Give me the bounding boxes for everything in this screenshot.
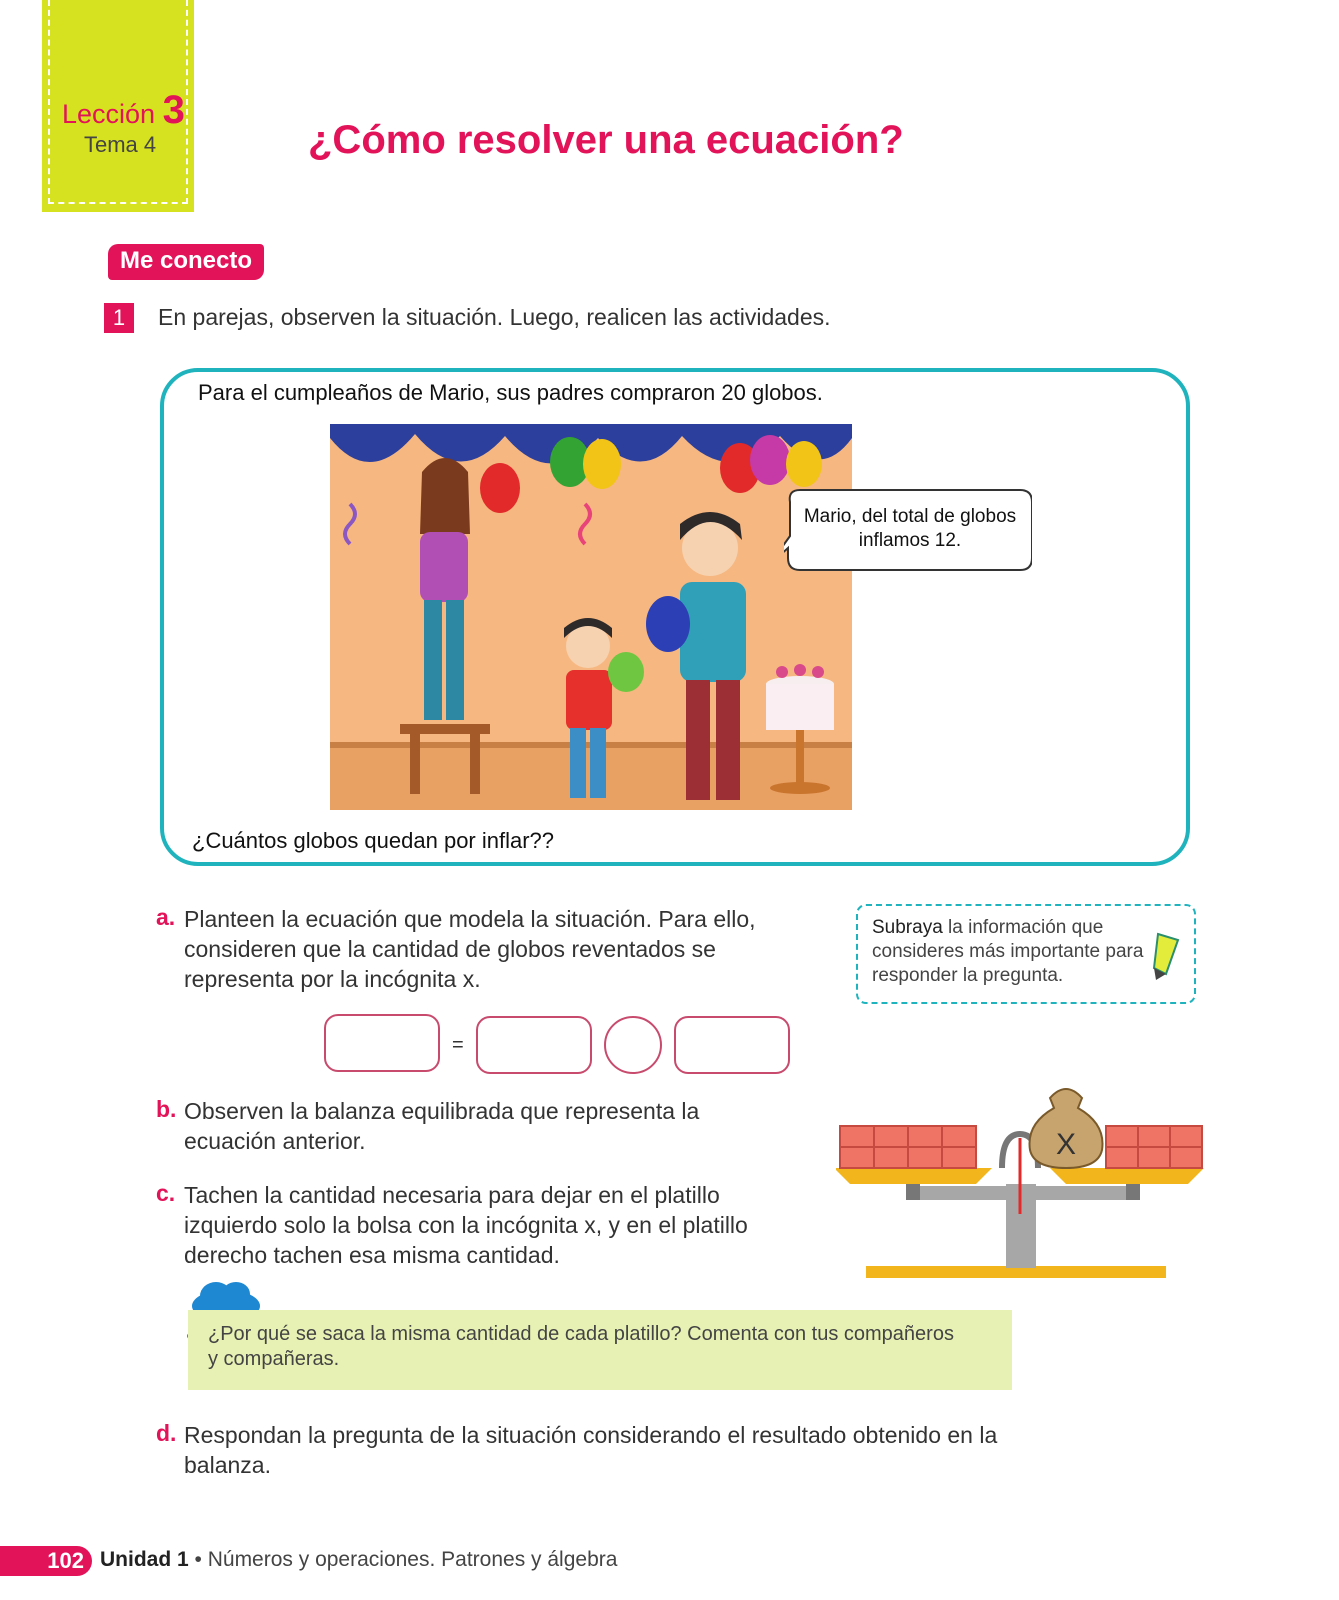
footer-separator: • (188, 1548, 208, 1571)
page-number: 102 (0, 1546, 92, 1576)
bag-label: X (1055, 1128, 1077, 1161)
footer-unit: Unidad 1 (100, 1548, 189, 1571)
equation-box-right-2[interactable] (674, 1016, 790, 1074)
activity-instruction: En parejas, observen la situación. Luego, realicen las actividades. (158, 304, 831, 330)
item-d-letter: d. (156, 1420, 177, 1446)
item-c-letter: c. (156, 1180, 176, 1206)
party-illustration (330, 424, 852, 810)
pencil-icon (1148, 930, 1182, 982)
item-b-letter: b. (156, 1096, 177, 1122)
lesson-label-text: Lección (62, 99, 156, 129)
situation-question: ¿Cuántos globos quedan por inflar?? (192, 828, 555, 853)
footer-subject: Números y operaciones. Patrones y álgebra (207, 1548, 618, 1571)
equation-box-left[interactable] (324, 1014, 440, 1072)
equation-box-right-1[interactable] (476, 1016, 592, 1074)
item-d-text: Respondan la pregunta de la situación considerando el resultado obtenido en la balanza. (184, 1422, 998, 1478)
tip-text (872, 916, 1152, 988)
equals-sign: = (452, 1034, 464, 1056)
page-title: ¿Cómo resolver una ecuación? (308, 118, 904, 162)
situation-text: Para el cumpleaños de Mario, sus padres compraron 20 globos. (198, 380, 823, 405)
item-a-text: Planteen la ecuación que modela la situación. Para ello, consideren que la cantidad de globos reventados se representa por la incógnita x. (184, 906, 756, 992)
balance-scale (836, 1084, 1212, 1284)
item-d (156, 1420, 1036, 1480)
activity-number: 1 (104, 303, 134, 333)
equation-operator-circle[interactable] (604, 1016, 662, 1074)
section-badge: Me conecto (108, 244, 264, 280)
topic-label: Tema 4 (84, 132, 157, 157)
blocks-left (840, 1126, 976, 1168)
item-a-letter: a. (156, 904, 176, 930)
lesson-label (62, 88, 185, 133)
item-c (156, 1180, 816, 1270)
tip-rest: la información que consideres más importante para responder la pregunta. (872, 917, 1144, 986)
item-a (156, 904, 816, 994)
item-b (156, 1096, 776, 1156)
blocks-right (1106, 1126, 1202, 1168)
item-c-text: Tachen la cantidad necesaria para dejar en el platillo izquierdo solo la bolsa con la incógnita x, y en el platillo derecho tachen esa misma cantidad. (184, 1182, 748, 1268)
speech-text: Mario, del total de globos inflamos 12. (803, 506, 1017, 551)
lesson-number: 3 (162, 88, 185, 132)
footer-text (100, 1548, 617, 1572)
reflection-text: ¿Por qué se saca la misma cantidad de cada platillo? Comenta con tus compañeros y compañeras. (208, 1323, 954, 1370)
tip-strong: Subraya (872, 917, 943, 938)
item-b-text: Observen la balanza equilibrada que representa la ecuación anterior. (184, 1098, 700, 1154)
